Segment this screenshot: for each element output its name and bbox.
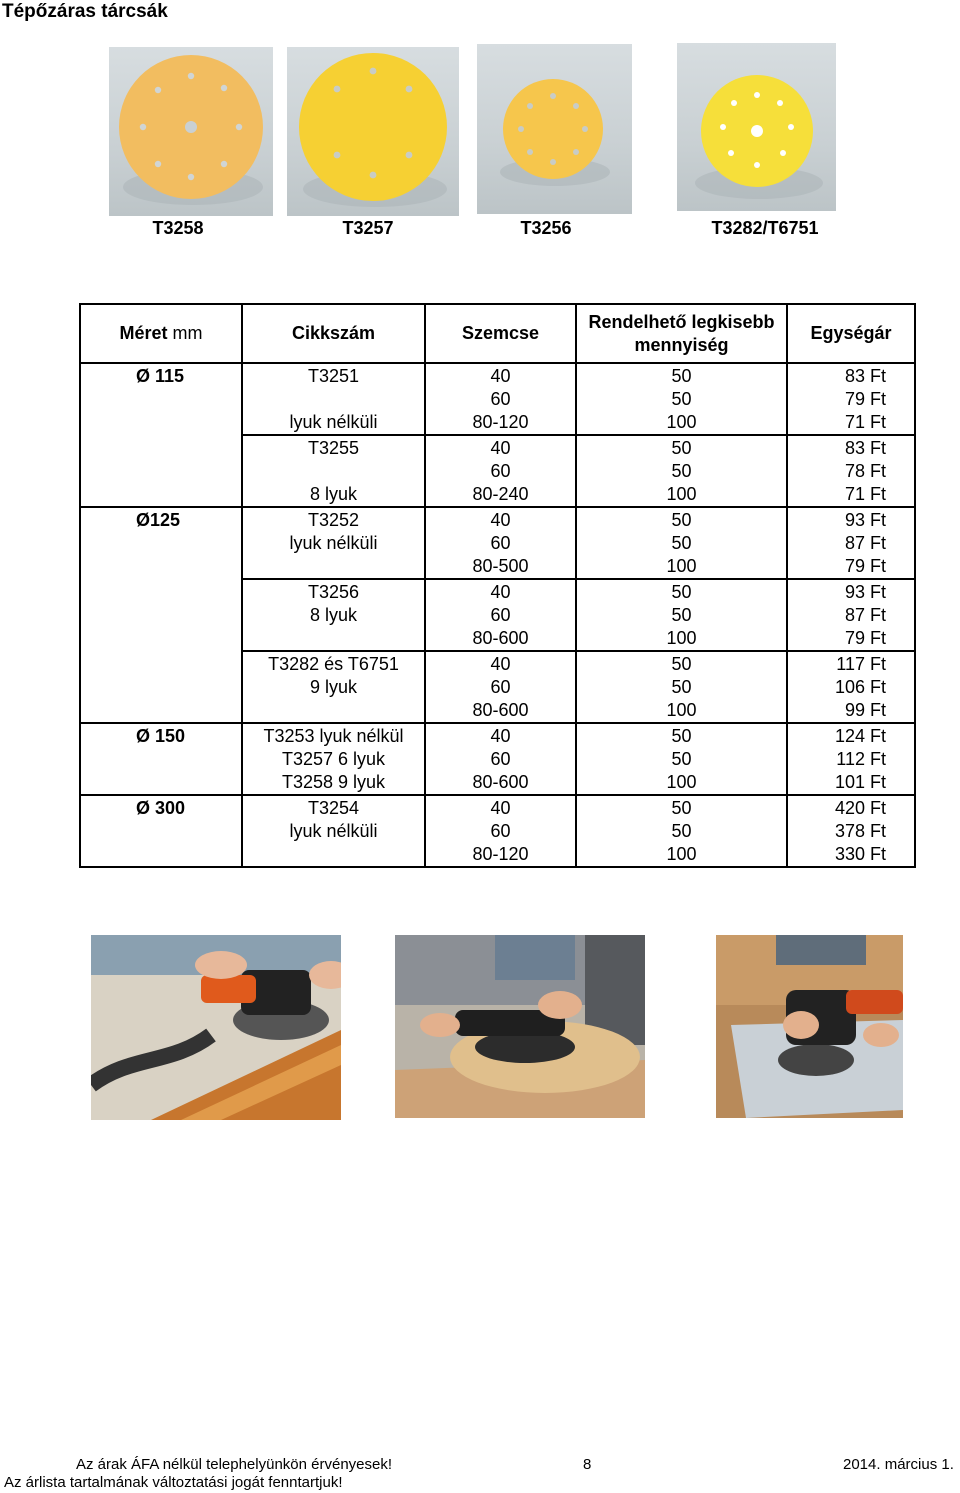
code-cell-line: T3255 [307, 438, 360, 458]
code-cell-line: 8 lyuk [309, 484, 358, 504]
usage-photo-2 [395, 935, 645, 1118]
footer-disclaimer: Az árlista tartalmának változtatási jogát fenntartjuk! [4, 1474, 343, 1491]
grit-cell-line: 80-600 [472, 700, 529, 720]
code-cell-line: 8 lyuk [309, 605, 358, 625]
page-number: 8 [583, 1456, 592, 1473]
min-qty-cell-line: 50 [671, 582, 692, 602]
unit-price-cell [787, 579, 915, 651]
sanding-in-use-image [91, 935, 341, 1120]
code-cell-line: lyuk nélküli [289, 412, 378, 432]
product-photo-t3258 [109, 47, 273, 216]
table-row [80, 435, 915, 507]
product-code-label: T3258 [152, 218, 204, 238]
min-qty-cell-line: 100 [666, 700, 697, 720]
size-cell-line [136, 436, 241, 459]
code-cell-line [243, 843, 424, 866]
size-cell [80, 363, 242, 435]
grit-cell-line: 60 [490, 461, 511, 481]
min-qty-cell-line: 50 [671, 654, 692, 674]
grit-cell-line: 40 [490, 510, 511, 530]
min-qty-cell [576, 795, 787, 867]
min-qty-cell [576, 651, 787, 723]
code-cell-line [243, 388, 424, 411]
size-cell-line: Ø 150 [136, 726, 186, 746]
column-header-min-qty: Rendelhető legkisebb mennyiség [576, 304, 787, 363]
min-qty-cell-line: 50 [671, 605, 692, 625]
grit-cell-line: 60 [490, 821, 511, 841]
table-row [80, 579, 915, 651]
footer-notice: Az árak ÁFA nélkül telephelyünkön érvényesek! [76, 1456, 393, 1473]
grit-cell-line: 60 [490, 389, 511, 409]
product-code-label: T3256 [520, 218, 572, 238]
unit-price-cell [787, 507, 915, 579]
code-cell-line: T3256 [307, 582, 360, 602]
size-cell [80, 579, 242, 651]
min-qty-cell [576, 579, 787, 651]
size-cell [80, 723, 242, 795]
grit-cell-line: 40 [490, 582, 511, 602]
grit-cell [425, 795, 576, 867]
grit-cell-line: 40 [490, 438, 511, 458]
sanding-disc-image [477, 44, 632, 214]
unit-price-cell-line: 71 Ft [844, 412, 886, 432]
grit-cell-line: 80-120 [472, 412, 529, 432]
min-qty-cell [576, 723, 787, 795]
unit-price-cell-line: 83 Ft [844, 366, 886, 386]
code-cell-line: T3257 6 lyuk [281, 749, 386, 769]
usage-photo-1 [91, 935, 341, 1120]
grit-cell [425, 363, 576, 435]
grit-cell-line: 40 [490, 726, 511, 746]
unit-price-cell-line: 378 Ft [834, 821, 886, 841]
code-cell-line: T3251 [307, 366, 360, 386]
min-qty-cell-line: 100 [666, 628, 697, 648]
grit-cell-line: 40 [490, 366, 511, 386]
min-qty-cell-line: 50 [671, 366, 692, 386]
column-header-code: Cikkszám [242, 304, 425, 363]
product-code-label: T3257 [342, 218, 394, 238]
min-qty-cell-line: 50 [671, 677, 692, 697]
unit-price-cell-line: 87 Ft [844, 533, 886, 553]
grit-cell [425, 723, 576, 795]
min-qty-cell-line: 50 [671, 821, 692, 841]
size-cell [80, 435, 242, 507]
grit-cell-line: 80-500 [472, 556, 529, 576]
grit-cell-line: 80-240 [472, 484, 529, 504]
table-row [80, 363, 915, 435]
unit-price-cell-line: 93 Ft [844, 510, 886, 530]
min-qty-cell-line: 50 [671, 533, 692, 553]
unit-price-cell-line: 112 Ft [836, 749, 886, 769]
code-cell-line: lyuk nélküli [289, 821, 378, 841]
min-qty-cell-line: 100 [666, 844, 697, 864]
grit-cell-line: 80-600 [472, 628, 529, 648]
unit-price-cell-line: 99 Ft [844, 700, 886, 720]
code-cell-line [243, 699, 424, 722]
unit-price-cell-line: 71 Ft [844, 484, 886, 504]
min-qty-cell-line: 100 [666, 556, 697, 576]
unit-price-cell-line: 93 Ft [844, 582, 886, 602]
footer-date: 2014. március 1. [843, 1456, 954, 1473]
min-qty-cell [576, 363, 787, 435]
min-qty-cell-line: 50 [671, 726, 692, 746]
code-cell [242, 723, 425, 795]
grit-cell-line: 40 [490, 798, 511, 818]
min-qty-cell [576, 435, 787, 507]
usage-photo-3 [716, 935, 903, 1118]
code-cell [242, 795, 425, 867]
code-cell-line: 9 lyuk [309, 677, 358, 697]
code-cell-line [243, 627, 424, 650]
grit-cell-line: 80-120 [472, 844, 529, 864]
min-qty-cell-line: 50 [671, 510, 692, 530]
size-cell [80, 795, 242, 867]
unit-price-cell-line: 101 Ft [834, 772, 886, 792]
code-cell-line: T3254 [307, 798, 360, 818]
unit-price-cell [787, 795, 915, 867]
size-cell-line: Ø125 [136, 510, 181, 530]
size-cell-line [136, 652, 241, 675]
unit-price-cell-line: 117 Ft [836, 654, 886, 674]
code-cell [242, 435, 425, 507]
unit-price-cell [787, 363, 915, 435]
unit-price-cell-line: 420 Ft [834, 798, 886, 818]
column-header-grit: Szemcse [425, 304, 576, 363]
table-row [80, 507, 915, 579]
page-title: Tépőzáras tárcsák [2, 1, 168, 22]
size-cell [80, 507, 242, 579]
code-cell-line: lyuk nélküli [289, 533, 378, 553]
code-cell-line [243, 555, 424, 578]
min-qty-cell-line: 50 [671, 438, 692, 458]
sanding-disc-image [677, 43, 836, 211]
grit-cell [425, 507, 576, 579]
min-qty-cell-line: 100 [666, 772, 697, 792]
min-qty-cell-line: 50 [671, 389, 692, 409]
sanding-disc-image [109, 47, 273, 216]
product-photo-t3282 [677, 43, 836, 211]
unit-price-cell-line: 124 Ft [834, 726, 886, 746]
code-cell [242, 507, 425, 579]
sanding-in-use-image [395, 935, 645, 1118]
unit-price-cell [787, 651, 915, 723]
code-cell [242, 651, 425, 723]
unit-price-cell-line: 83 Ft [844, 438, 886, 458]
size-cell-line: Ø 300 [136, 798, 186, 818]
size-cell-line [136, 580, 241, 603]
code-cell-line [243, 460, 424, 483]
column-header-unit-price: Egységár [787, 304, 915, 363]
grit-cell-line: 40 [490, 654, 511, 674]
unit-price-cell [787, 723, 915, 795]
code-cell-line: T3258 9 lyuk [281, 772, 386, 792]
sanding-in-use-image [716, 935, 903, 1118]
product-photo-t3257 [287, 47, 459, 216]
grit-cell [425, 435, 576, 507]
unit-price-cell-line: 78 Ft [844, 461, 886, 481]
min-qty-cell [576, 507, 787, 579]
min-qty-cell-line: 50 [671, 461, 692, 481]
unit-price-cell [787, 435, 915, 507]
price-table [79, 303, 916, 868]
min-qty-cell-line: 100 [666, 484, 697, 504]
table-row [80, 723, 915, 795]
unit-price-cell-line: 87 Ft [844, 605, 886, 625]
code-cell [242, 579, 425, 651]
table-header-row [80, 304, 915, 363]
product-photo-t3256 [477, 44, 632, 214]
min-qty-cell-line: 100 [666, 412, 697, 432]
table-row [80, 795, 915, 867]
code-cell-line: T3282 és T6751 [268, 654, 399, 674]
table-row [80, 651, 915, 723]
grit-cell-line: 60 [490, 605, 511, 625]
unit-price-cell-line: 79 Ft [844, 389, 886, 409]
code-cell-line: T3253 lyuk nélkül [263, 726, 404, 746]
grit-cell-line: 60 [490, 677, 511, 697]
unit-price-cell-line: 330 Ft [834, 844, 886, 864]
code-cell [242, 363, 425, 435]
column-header-size: Méret mm [80, 304, 242, 363]
min-qty-cell-line: 50 [671, 749, 692, 769]
grit-cell [425, 579, 576, 651]
size-cell-line: Ø 115 [136, 366, 185, 386]
code-cell-line: T3252 [307, 510, 360, 530]
unit-price-cell-line: 106 Ft [834, 677, 886, 697]
unit-price-cell-line: 79 Ft [844, 628, 886, 648]
min-qty-cell-line: 50 [671, 798, 692, 818]
sanding-disc-image [287, 47, 459, 216]
grit-cell-line: 60 [490, 749, 511, 769]
product-code-label: T3282/T6751 [711, 218, 819, 238]
grit-cell [425, 651, 576, 723]
grit-cell-line: 80-600 [472, 772, 529, 792]
size-cell [80, 651, 242, 723]
unit-price-cell-line: 79 Ft [844, 556, 886, 576]
grit-cell-line: 60 [490, 533, 511, 553]
